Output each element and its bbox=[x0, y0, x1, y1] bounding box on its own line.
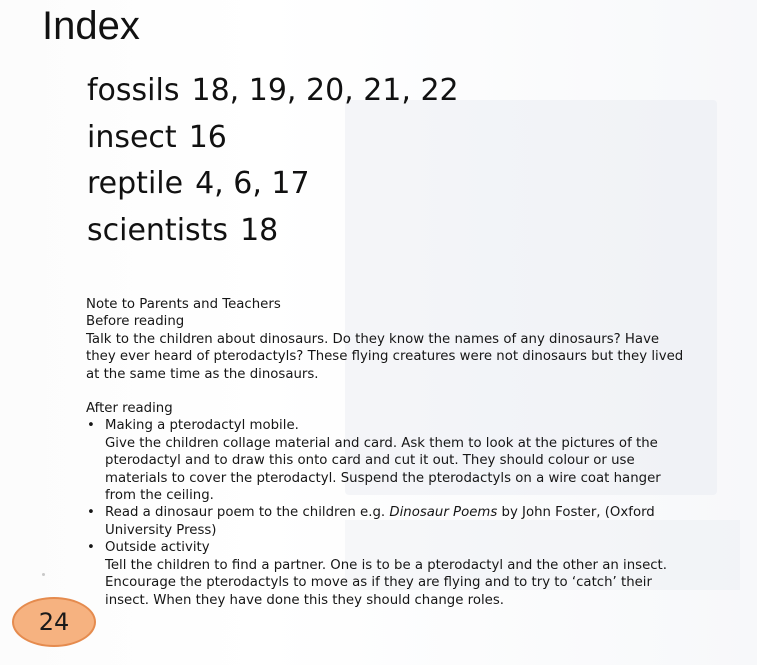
bullet-icon: • bbox=[87, 540, 95, 556]
index-term: fossils bbox=[87, 73, 180, 108]
poem-book-title: Dinosaur Poems bbox=[389, 505, 498, 521]
index-pages: 16 bbox=[188, 119, 227, 155]
page-number: 24 bbox=[38, 608, 70, 636]
index-list bbox=[87, 68, 459, 254]
index-entry bbox=[87, 208, 459, 255]
activity-title bbox=[105, 504, 686, 539]
activity-title: Outside activity bbox=[105, 540, 210, 556]
index-entry bbox=[87, 115, 459, 162]
index-pages: 18 bbox=[240, 212, 279, 248]
bullet-icon: • bbox=[87, 418, 95, 434]
before-reading-heading: Before reading bbox=[86, 314, 185, 330]
activity-item bbox=[86, 539, 686, 609]
before-reading-text: Talk to the children about dinosaurs. Do they know the names of any dinosaurs? Have they ever heard of pterodactyls? These flying creatures were not dinosaurs but they lived at the same time as the dinosaurs. bbox=[86, 331, 684, 382]
index-pages: 4, 6, 17 bbox=[195, 166, 310, 201]
bullet-icon: • bbox=[87, 505, 95, 521]
poem-source: by John Foster, (Oxford University Press) bbox=[105, 505, 655, 538]
activity-item bbox=[86, 417, 686, 504]
poem-intro: Read a dinosaur poem to the children e.g. bbox=[105, 505, 390, 521]
index-pages: 18, 19, 20, 21, 22 bbox=[191, 73, 459, 108]
activity-description: Tell the children to find a partner. One is to be a pterodactyl and the other an insect. Encourage the pterodactyls to move as if they are flying and to try to ‘catch’ their insect. When they have done this they should change roles. bbox=[105, 557, 668, 608]
index-term: insect bbox=[87, 119, 177, 155]
page-number-badge bbox=[12, 597, 96, 647]
index-term: reptile bbox=[87, 166, 184, 201]
after-reading-heading: After reading bbox=[86, 401, 173, 417]
index-entry bbox=[87, 68, 459, 115]
activity-description: Give the children collage material and card. Ask them to look at the pictures of the pterodactyl and to draw this onto card and cut it out. They should colour or use materials to cover the pterodactyl. Suspend the pterodactyls on a wire coat hanger from the ceiling. bbox=[105, 435, 661, 504]
index-entry bbox=[87, 161, 459, 208]
activity-title: Making a pterodactyl mobile. bbox=[105, 418, 299, 434]
index-term: scientists bbox=[87, 212, 229, 248]
activity-list bbox=[86, 417, 686, 608]
print-speck bbox=[42, 573, 45, 576]
activity-item bbox=[86, 504, 686, 539]
paragraph-gap bbox=[86, 383, 686, 400]
index-title: Index bbox=[42, 4, 140, 48]
notes-heading: Note to Parents and Teachers bbox=[86, 297, 281, 312]
notes-section bbox=[86, 296, 686, 609]
